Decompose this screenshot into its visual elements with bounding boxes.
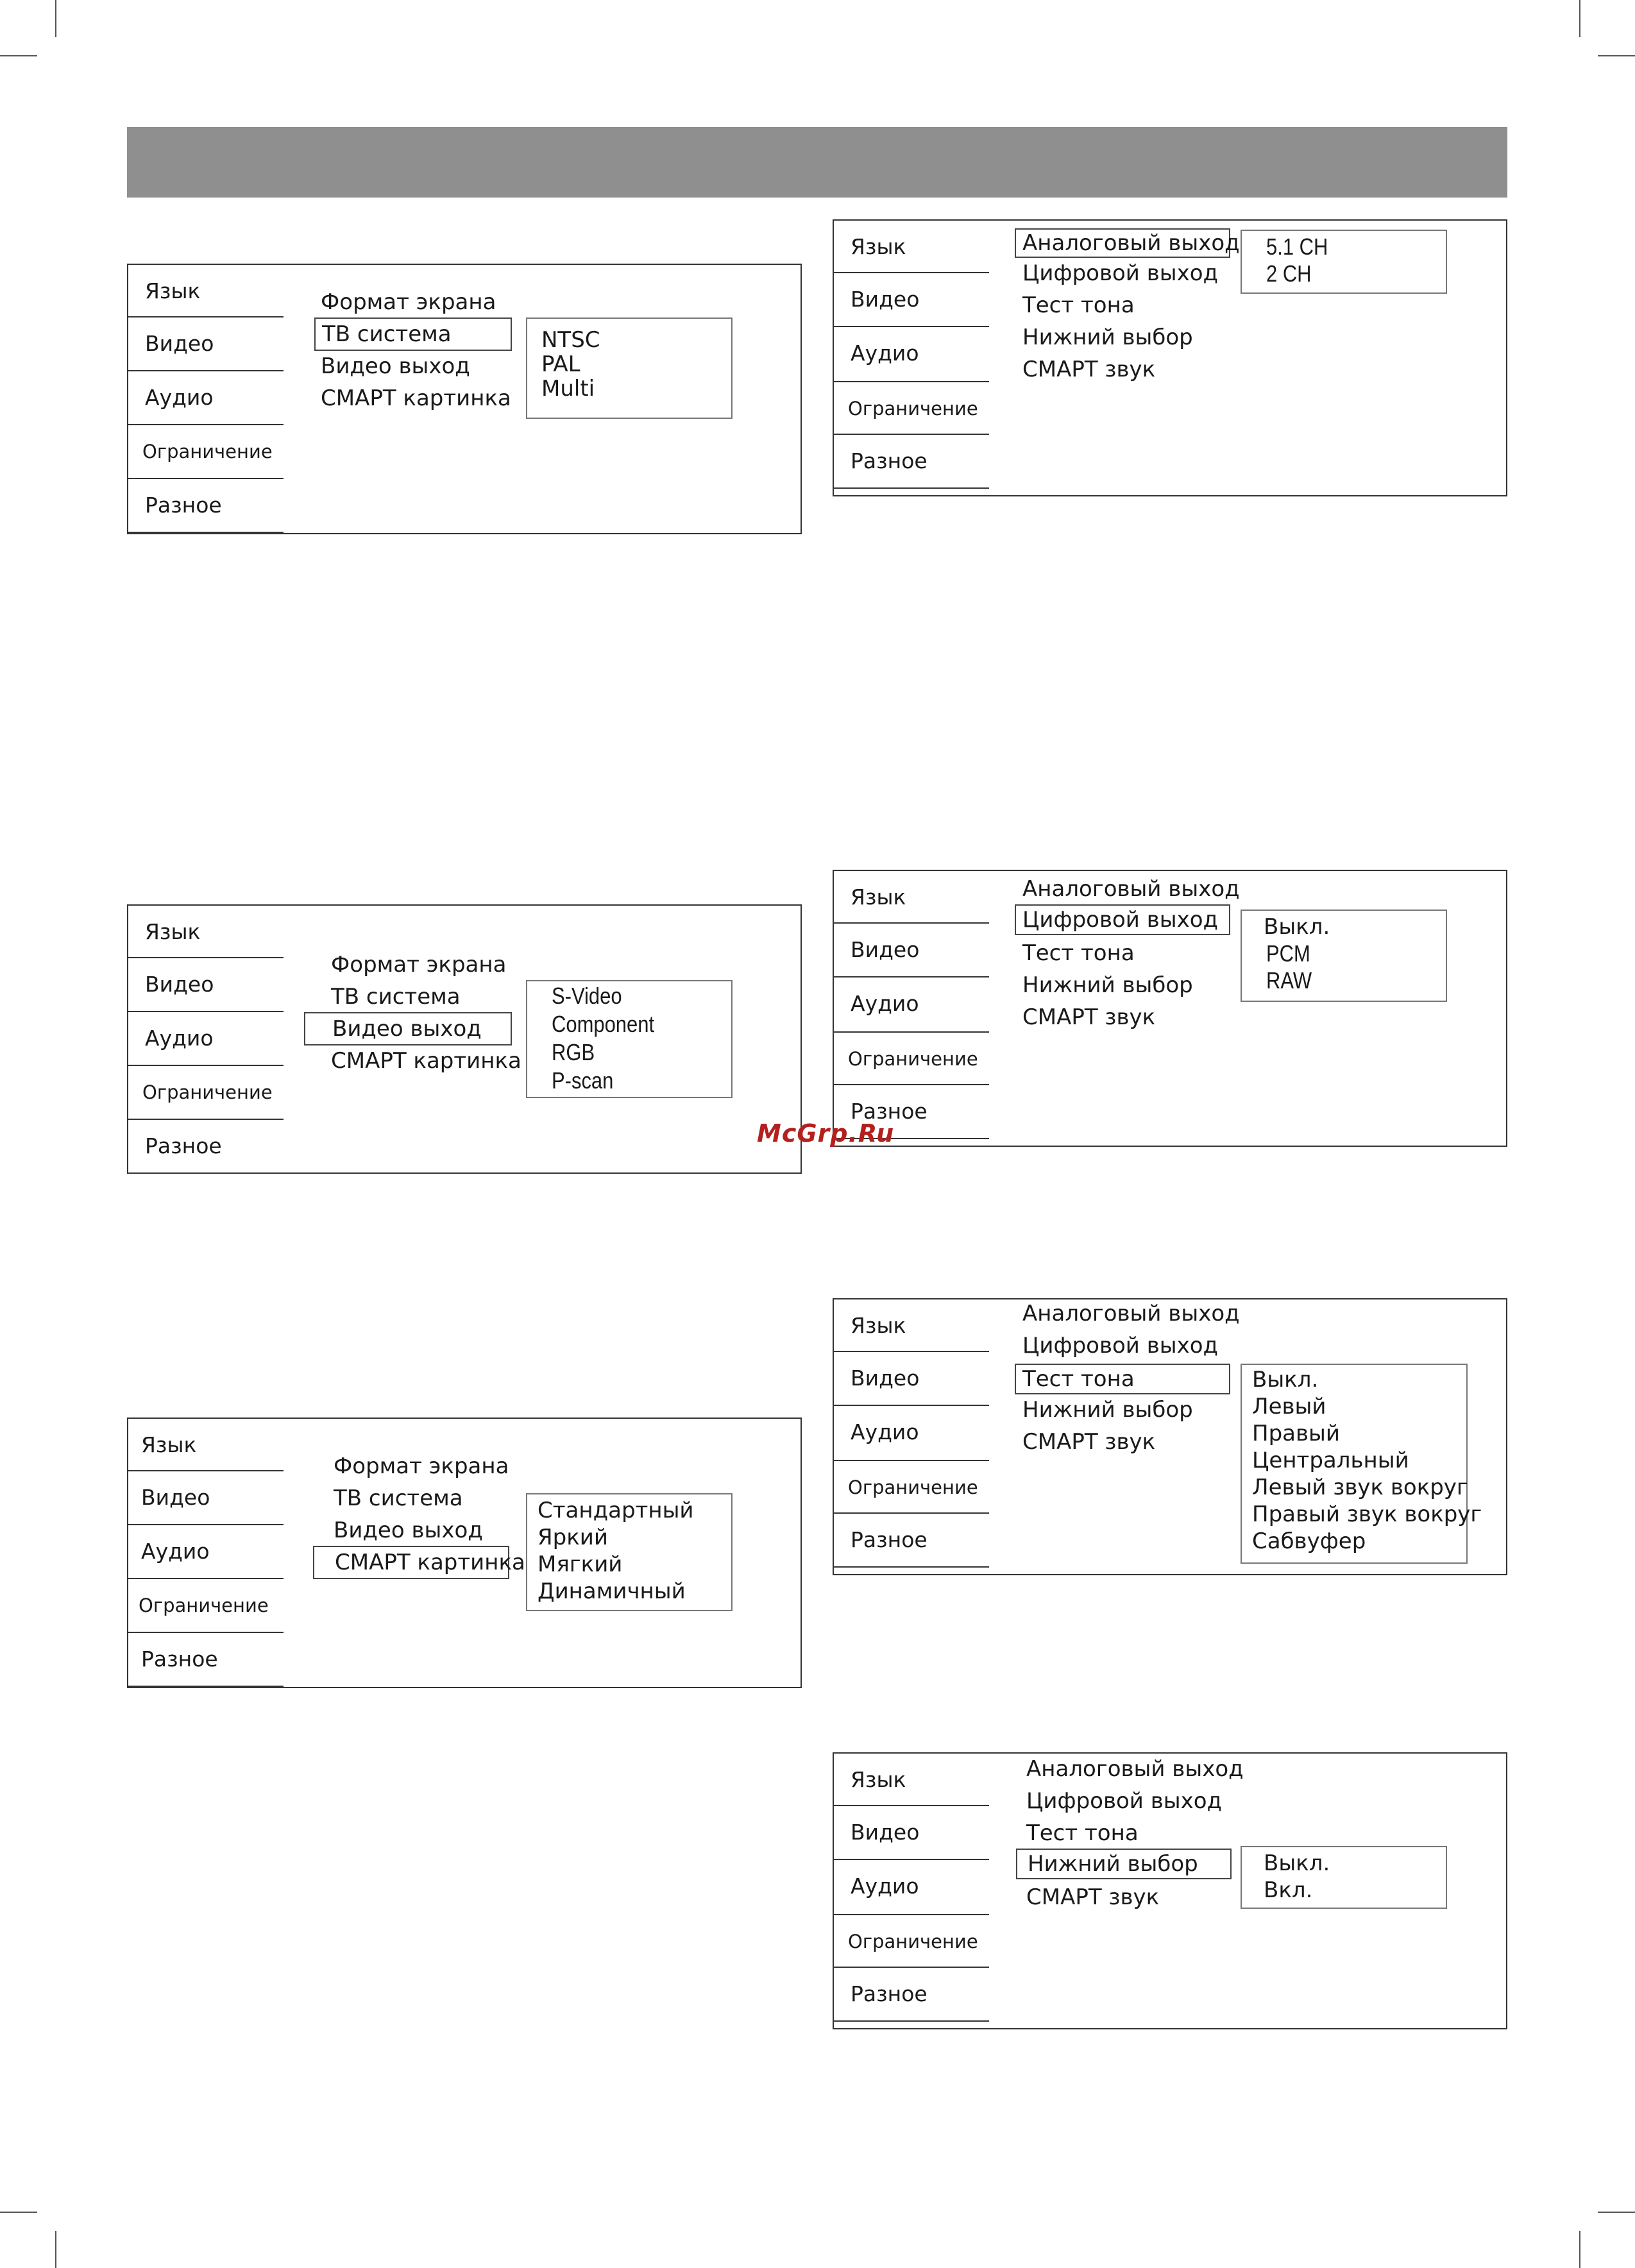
sidebar-item-language[interactable]: Язык [833, 1752, 989, 1806]
sidebar-item-video[interactable]: Видео [833, 1352, 989, 1406]
option-item[interactable]: Мягкий [538, 1552, 623, 1577]
options-box-analog-output [1241, 230, 1447, 294]
sidebar-item-misc[interactable]: Разное [833, 1514, 989, 1568]
option-item[interactable]: 2 CH [1266, 260, 1312, 287]
option-item[interactable]: Левый звук вокруг [1252, 1475, 1468, 1500]
crop-mark [55, 0, 56, 37]
menu-item-smart-sound[interactable]: СМАРТ звук [1022, 1004, 1156, 1030]
sidebar-item-misc[interactable]: Разное [833, 1085, 989, 1139]
sidebar-item-restriction[interactable]: Ограничение [833, 381, 989, 435]
sidebar-item-misc[interactable]: Разное [127, 1120, 284, 1174]
crop-mark [1579, 0, 1580, 37]
menu-item-smart-picture[interactable]: СМАРТ картинка [331, 1048, 521, 1074]
option-item[interactable]: PAL [541, 351, 580, 377]
menu-item-smart-sound[interactable]: СМАРТ звук [1022, 1429, 1156, 1455]
sidebar-item-audio[interactable]: Аудио [127, 1525, 284, 1579]
menu-item-screen-format[interactable]: Формат экрана [331, 952, 507, 977]
options-box-smart-picture [526, 1493, 733, 1611]
menu-item-tv-system[interactable]: ТВ система [314, 317, 512, 351]
menu-item-tv-system[interactable]: ТВ система [331, 984, 461, 1010]
sidebar-item-restriction[interactable]: Ограничение [833, 1460, 989, 1514]
menu-item-tone-test[interactable]: Тест тона [1015, 1364, 1230, 1394]
osd-panel-video-output [127, 904, 802, 1174]
sidebar-item-language[interactable]: Язык [833, 1298, 989, 1352]
menu-item-video-output[interactable]: Видео выход [304, 1012, 512, 1045]
crop-mark [1579, 2231, 1580, 2268]
option-item[interactable]: Левый [1252, 1394, 1326, 1419]
menu-item-smart-sound[interactable]: СМАРТ звук [1026, 1884, 1160, 1910]
osd-panel-subwoofer [833, 1752, 1507, 2029]
sidebar-item-video[interactable]: Видео [127, 958, 284, 1012]
menu-item-subwoofer[interactable]: Нижний выбор [1022, 972, 1193, 998]
sidebar-item-misc[interactable]: Разное [127, 479, 284, 533]
menu-item-digital-output[interactable]: Цифровой выход [1022, 1333, 1219, 1358]
sidebar-item-language[interactable]: Язык [833, 219, 989, 273]
sidebar-item-video[interactable]: Видео [833, 273, 989, 327]
sidebar-item-restriction[interactable]: Ограничение [127, 1066, 284, 1120]
menu-item-screen-format[interactable]: Формат экрана [321, 289, 496, 315]
menu-item-analog-output[interactable]: Аналоговый выход [1022, 1301, 1240, 1326]
option-item[interactable]: Сабвуфер [1252, 1528, 1366, 1554]
option-item[interactable]: Центральный [1252, 1448, 1409, 1473]
options-box-digital-output [1241, 910, 1447, 1002]
sidebar-item-restriction[interactable]: Ограничение [833, 1031, 989, 1085]
crop-mark [55, 2231, 56, 2268]
options-box-tone-test [1241, 1364, 1482, 1564]
menu-item-analog-output[interactable]: Аналоговый выход [1015, 228, 1230, 258]
menu-item-video-output[interactable]: Видео выход [321, 353, 470, 379]
sidebar-item-video[interactable]: Видео [127, 317, 284, 371]
osd-panel-analog-output [833, 219, 1507, 496]
menu-item-smart-sound[interactable]: СМАРТ звук [1022, 357, 1156, 382]
crop-mark [0, 2212, 37, 2213]
option-item[interactable]: Выкл. [1252, 1367, 1319, 1392]
sidebar-item-audio[interactable]: Аудио [833, 977, 989, 1031]
menu-item-tone-test[interactable]: Тест тона [1022, 940, 1135, 966]
sidebar-item-audio[interactable]: Аудио [127, 371, 284, 425]
option-item[interactable]: Динамичный [538, 1578, 686, 1604]
option-item[interactable]: NTSC [541, 327, 600, 353]
sidebar-item-restriction[interactable]: Ограничение [127, 1579, 284, 1633]
watermark: McGrp.Ru [757, 1119, 895, 1147]
sidebar-item-language[interactable]: Язык [127, 904, 284, 958]
options-box-tv-system [526, 317, 733, 419]
menu-item-smart-picture[interactable]: СМАРТ картинка [321, 385, 511, 411]
option-item[interactable]: P-scan [552, 1067, 614, 1094]
osd-panel-tv-system [127, 264, 802, 534]
sidebar-item-video[interactable]: Видео [833, 1806, 989, 1860]
sidebar-item-misc[interactable]: Разное [833, 1968, 989, 2022]
osd-panel-tone-test [833, 1298, 1507, 1575]
option-item[interactable]: S-Video [552, 983, 622, 1009]
menu-item-analog-output[interactable]: Аналоговый выход [1026, 1756, 1244, 1782]
option-item[interactable]: 5.1 CH [1266, 233, 1328, 260]
option-item[interactable]: Выкл. [1264, 1850, 1330, 1876]
menu-item-subwoofer[interactable]: Нижний выбор [1022, 1397, 1193, 1423]
sidebar-item-misc[interactable]: Разное [127, 1633, 284, 1687]
sidebar-item-video[interactable]: Видео [127, 1471, 284, 1525]
sidebar-item-restriction[interactable]: Ограничение [833, 1914, 989, 1968]
menu-item-video-output[interactable]: Видео выход [334, 1518, 483, 1543]
option-item[interactable]: Component [552, 1011, 655, 1037]
sidebar-item-video[interactable]: Видео [833, 924, 989, 977]
option-item[interactable]: Правый звук вокруг [1252, 1502, 1482, 1527]
option-item[interactable]: Яркий [538, 1525, 608, 1550]
header-bar [127, 127, 1507, 198]
sidebar-item-language[interactable]: Язык [127, 264, 284, 317]
menu-item-screen-format[interactable]: Формат экрана [334, 1453, 509, 1479]
menu-item-digital-output[interactable]: Цифровой выход [1026, 1788, 1223, 1814]
option-item[interactable]: Правый [1252, 1421, 1340, 1446]
menu-item-tone-test[interactable]: Тест тона [1022, 292, 1135, 318]
option-item[interactable]: Выкл. [1264, 914, 1330, 940]
sidebar-item-misc[interactable]: Разное [833, 435, 989, 489]
crop-mark [0, 55, 37, 56]
sidebar-item-restriction[interactable]: Ограничение [127, 425, 284, 479]
menu-item-tone-test[interactable]: Тест тона [1026, 1820, 1139, 1846]
menu-item-digital-output[interactable]: Цифровой выход [1022, 260, 1219, 286]
menu-item-smart-picture[interactable]: СМАРТ картинка [313, 1546, 509, 1579]
options-box-subwoofer [1241, 1846, 1447, 1909]
menu-item-analog-output[interactable]: Аналоговый выход [1022, 876, 1240, 902]
menu-item-subwoofer[interactable]: Нижний выбор [1022, 325, 1193, 350]
option-item[interactable]: RAW [1266, 967, 1312, 994]
menu-item-tv-system[interactable]: ТВ система [334, 1485, 463, 1511]
sidebar-item-audio[interactable]: Аудио [833, 1860, 989, 1914]
options-box-video-output [526, 980, 733, 1098]
crop-mark [1598, 55, 1635, 56]
option-item[interactable]: Вкл. [1264, 1877, 1313, 1903]
option-item[interactable]: Стандартный [538, 1498, 694, 1523]
option-item[interactable]: Multi [541, 376, 595, 402]
sidebar-item-language[interactable]: Язык [833, 870, 989, 924]
osd-panel-smart-picture [127, 1418, 802, 1688]
menu-item-subwoofer[interactable]: Нижний выбор [1016, 1849, 1232, 1879]
sidebar-item-language[interactable]: Язык [127, 1418, 284, 1471]
option-item[interactable]: RGB [552, 1039, 595, 1065]
sidebar-item-audio[interactable]: Аудио [833, 1406, 989, 1460]
sidebar-item-audio[interactable]: Аудио [833, 327, 989, 381]
menu-item-digital-output[interactable]: Цифровой выход [1015, 904, 1230, 935]
sidebar-item-audio[interactable]: Аудио [127, 1012, 284, 1066]
option-item[interactable]: PCM [1266, 940, 1310, 967]
osd-panel-digital-output [833, 870, 1507, 1147]
crop-mark [1598, 2212, 1635, 2213]
